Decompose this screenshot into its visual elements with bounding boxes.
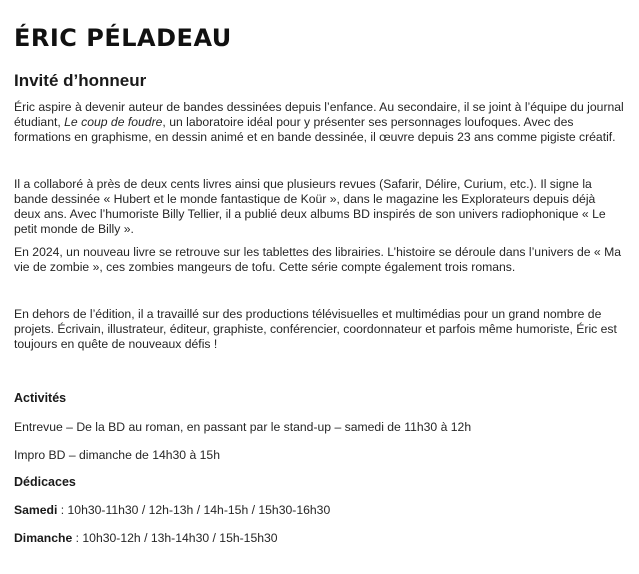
author-name: ÉRIC PÉLADEAU (14, 24, 232, 52)
bio-paragraph-1 (14, 100, 624, 145)
signing-saturday-label: Samedi (14, 503, 58, 517)
bio-paragraph-4: En dehors de l’édition, il a travaillé sur des productions télévisuelles et multimédias pour un grand nombre de projets. Écrivain, illustrateur, éditeur, graphiste, conférencier, coordonnateur et parfois même humoriste, Éric est toujours en quête de nouveaux défis ! (14, 307, 617, 351)
author-role: Invité d’honneur (14, 71, 147, 90)
activity-item: Entrevue – De la BD au roman, en passant par le stand-up – samedi de 11h30 à 12h (14, 420, 472, 434)
activities-heading: Activités (14, 391, 67, 405)
signing-saturday (14, 503, 330, 518)
activity-item: Impro BD – dimanche de 14h30 à 15h (14, 448, 220, 462)
bio-p1-text-before: Éric aspire à devenir auteur de bandes dessinées depuis l’enfance. Au secondaire, il se joint à l’équipe du journal étudiant, (14, 100, 624, 129)
bio-paragraph-2: Il a collaboré à près de deux cents livres ainsi que plusieurs revues (Safarir, Délire, Curium, etc.). Il signe la bande dessinée « Hubert et le monde fantastique de Koür », dans le magazine les Explorateurs depuis déjà deux ans. Avec l’humoriste Billy Tellier, il a publié deux albums BD inspirés de son univers radiophonique « Le petit monde de Billy ». (14, 177, 606, 236)
signings-heading: Dédicaces (14, 475, 76, 489)
signing-sunday-label: Dimanche (14, 531, 73, 545)
bio-p1-text-after: , un laboratoire idéal pour y présenter ses personnages loufoques. Avec des formations en graphisme, en dessin animé et en bande dessinée, il œuvre depuis 23 ans comme pigiste créatif. (14, 115, 616, 144)
signing-sunday (14, 531, 278, 546)
signing-sunday-times: : 10h30-12h / 13h-14h30 / 15h-15h30 (72, 531, 278, 545)
signing-saturday-times: : 10h30-11h30 / 12h-13h / 14h-15h / 15h30-16h30 (57, 503, 331, 517)
bio-p1-newspaper-title: Le coup de foudre (64, 115, 163, 129)
bio-paragraph-3: En 2024, un nouveau livre se retrouve sur les tablettes des librairies. L’histoire se déroule dans l’univers de « Ma vie de zombie », ces zombies mangeurs de tofu. Cette série compte également trois romans. (14, 245, 622, 274)
author-page (14, 20, 626, 545)
